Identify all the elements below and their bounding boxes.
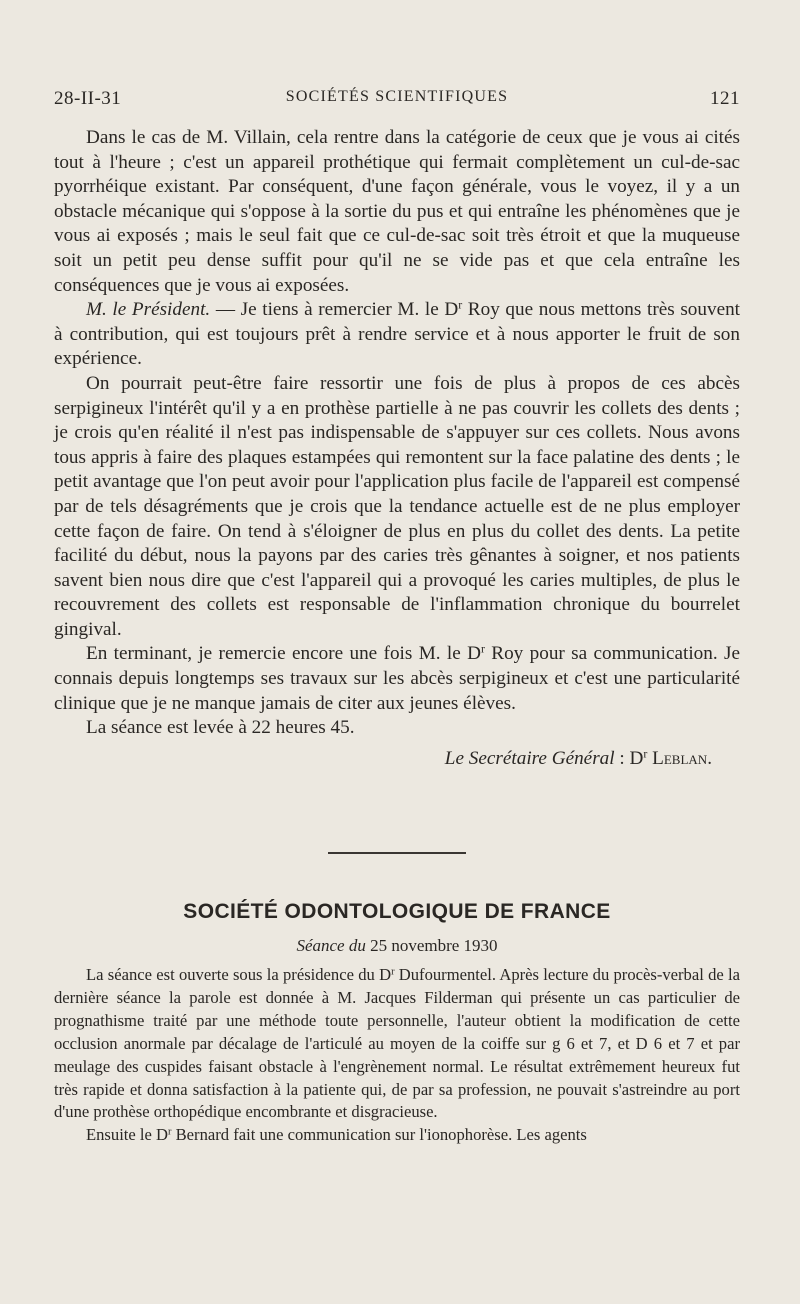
paragraph: Dans le cas de M. Villain, cela rentre dans la catégorie de ceux que je vous ai cités tout à l'heure ; c'est un appareil prothétique qui fermait complètement un cul-de-sac pyorrhéique existant. Par conséquent, d'une façon générale, vous le voyez, il y a un obstacle mécanique qui s'oppose à la sortie du pus et qui entraîne les phénomènes que je vous ai exposés ; mais le seul fait que ce cul-de-sac soit très étroit et que la muqueuse soit un petit peu dense suffit pour qu'il ne se vide pas et que cela entraîne les conséquences que je vous ai exposées. — [54, 127, 740, 296]
paragraph: On pourrait peut-être faire ressortir une fois de plus à propos de ces abcès serpigineux l'intérêt qu'il y a en prothèse partielle à ne pas couvrir les collets des dents ; je crois qu'en réalité il n'est pas indispensable de s'appuyer sur ces collets. Nous avons tous appris à faire des plaques estampées qui remontent sur la face palatine des dents ; le petit avantage que l'on peut avoir pour l'application plus facile de l'appareil est compensé par de tels désagréments que je crois que la tendance actuelle est de ne plus employer cette façon de faire. On tend à s'éloigner de plus en plus du collet des dents. La petite facilité du début, nous la payons par des caries très gênantes à soigner, et nos patients savent bien nous dire que c'est l'appareil qui a provoqué les caries multiples, de plus le recouvrement des collets est responsable de l'inflammation chronique du bourrelet gingival. — [54, 372, 740, 640]
running-title: SOCIÉTÉS SCIENTIFIQUES — [285, 88, 509, 105]
speaker-name: M. le Président. — [86, 299, 211, 321]
page-number: 121 — [710, 88, 740, 109]
running-head — [54, 88, 740, 118]
session-text — [54, 964, 740, 1147]
signature-role: Le Secrétaire Général — [444, 747, 615, 769]
paragraph-president: M. le Président. — Je tiens à remercier M. le $D^r$ Roy que nous mettons très souvent à contribution, qui est toujours prêt à rendre service et à nous apporter le fruit de son expérience. — [54, 297, 741, 370]
signature: Le Secrétaire Général : $D^r$ Leblan. — [444, 746, 712, 769]
paragraph: Ensuite le $D^r$ Bernard fait une communication sur l'ionophorèse. Les agents — [86, 1125, 587, 1145]
issue-date: 28-II-31 — [54, 88, 122, 109]
paragraph: En terminant, je remercie encore une fois M. le $D^r$ Roy pour sa communication. Je connais depuis longtemps ses travaux sur les abcès serpigineux et c'est une particularité clinique que je ne manque jamais de citer aux jeunes élèves. — [54, 641, 740, 714]
session-date: Séance du 25 novembre 1930 — [296, 936, 498, 955]
paragraph-adjourned: La séance est levée à 22 heures 45. — [86, 717, 355, 739]
section-title: SOCIÉTÉ ODONTOLOGIQUE DE FRANCE — [183, 900, 611, 923]
section-divider — [328, 852, 466, 854]
signature-name: Leblan. — [647, 747, 712, 769]
paragraph: La séance est ouverte sous la présidence du $D^r$ Dufourmentel. Après lecture du procès-verbal de la dernière séance la parole est donnée à M. Jacques Filderman qui présente un cas particulier de prognathisme traité par une méthode toute personnelle, l'auteur obtient la modification de cette occlusion anormale par décalage de l'articulé au moyen de la coiffe sur g 6 et 7, et D 6 et 7 et par meulage des cuspides faisant obstacle à l'engrènement normal. Le résultat extrêmement heureux fut très rapide et donna satisfaction à la patiente qui, de par sa profession, ne pouvait s'astreindre au port d'une prothèse orthopédique encombrante et disgracieuse. — [54, 965, 740, 1122]
discussion-text — [54, 126, 740, 771]
